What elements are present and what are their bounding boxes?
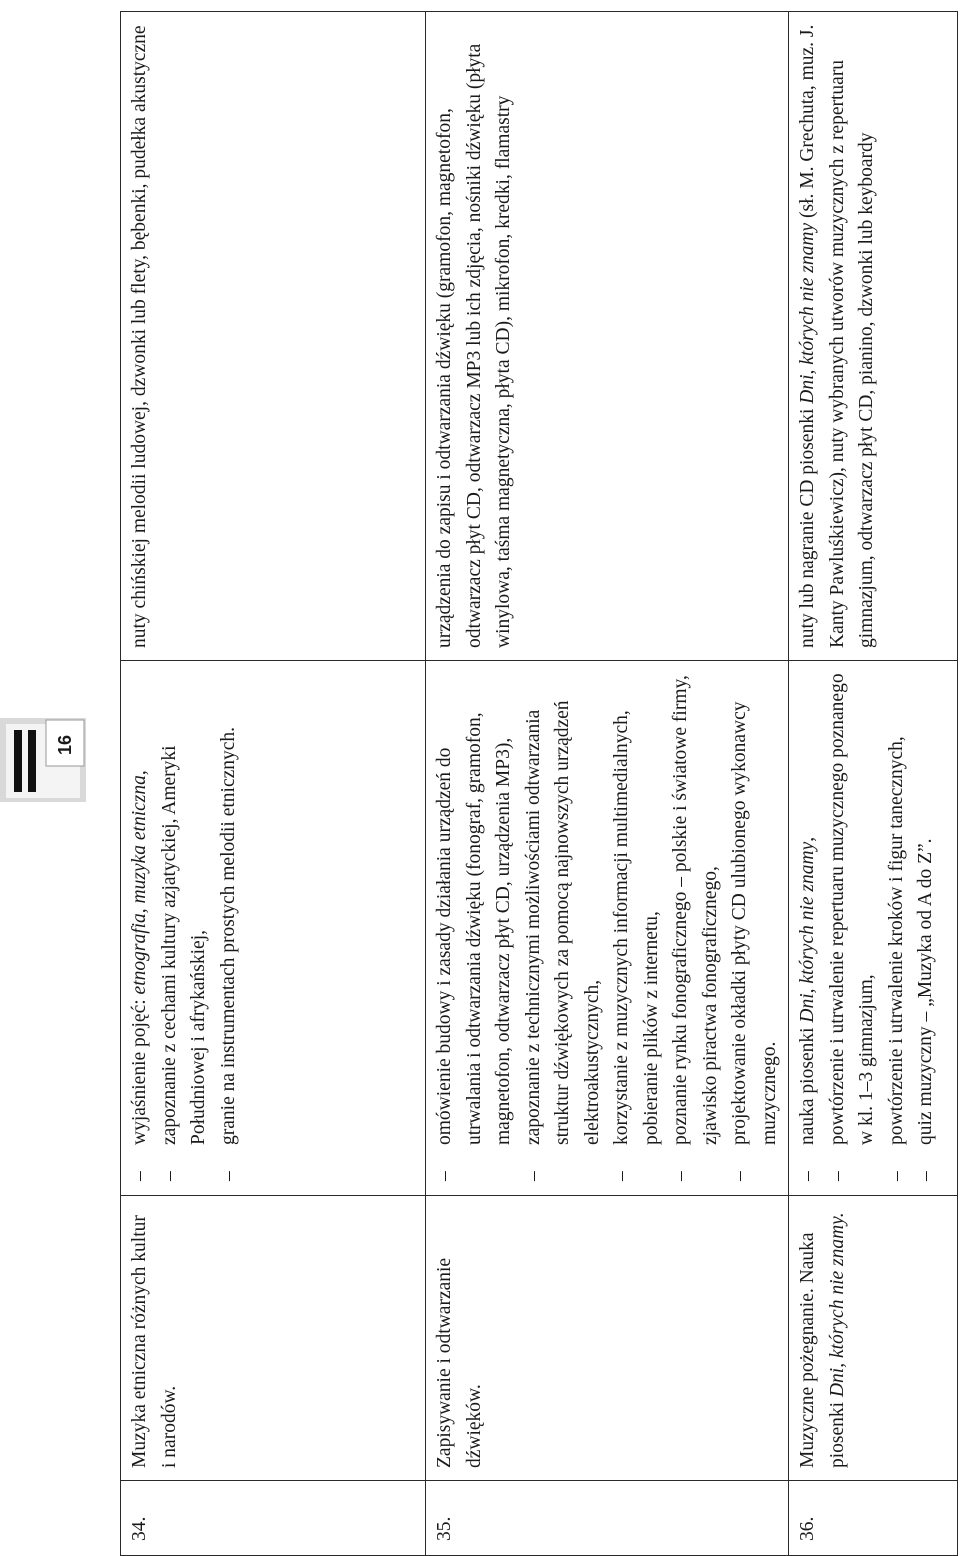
lesson-materials: [426, 12, 789, 661]
list-item: [607, 671, 666, 1183]
text-run: (sł. M. Grechuta, muz. J. Kanty Pawluśkiewicz), nuty wybranych utworów muzycznych z repertuaru gimnazjum, odtwarzacz płyt CD, pianino, dzwonki lub keyboardy: [797, 24, 877, 648]
rotated-page: [120, 11, 952, 1556]
lesson-plan-table: [120, 11, 958, 1556]
lesson-activities: [789, 661, 958, 1196]
table-row: [789, 12, 958, 1556]
text-run: urządzenia do zapisu i odtwarzania dźwięku (gramofon, magnetofon, odtwarzacz płyt CD, odtwarzacz MP3 lub ich zdjęcia, nośniki dźwięku (płyta winylowa, taśma magnetyczna, płyta CD), mikrofon, kredki, flamastry: [434, 43, 514, 648]
lesson-number: 36.: [789, 1481, 958, 1556]
text-run: powtórzenie i utrwalenie kroków i figur tanecznych,: [885, 736, 907, 1145]
italic-text: Dni, których nie znamy: [797, 841, 818, 1023]
page-number: 16: [55, 734, 75, 756]
text-run: nuty chińskiej melodii ludowej, dzwonki lub flety, bębenki, pudełka akustyczne: [129, 25, 150, 648]
italic-text: etnografia, muzyka etniczna: [129, 775, 150, 995]
italic-text: Dni, których nie znamy: [797, 222, 818, 404]
text-run: powtórzenie i utrwalenie repertuaru muzycznego poznanego w kl. 1–3 gimnazjum,: [826, 673, 877, 1145]
list-item: [882, 671, 912, 1183]
text-run: omówienie budowy i zasady działania urządzeń do utrwalania i odtwarzania dźwięku (fonograf, gramofon, magnetofon, odtwarzacz płyt CD, urządzenia MP3),: [434, 712, 514, 1145]
activities-list: [430, 671, 784, 1183]
lesson-number: 35.: [426, 1481, 789, 1556]
list-item: [911, 671, 941, 1183]
text-run: Zapisywanie i odtwarzanie dźwięków.: [434, 1257, 485, 1468]
lesson-number: 34.: [121, 1481, 426, 1556]
text-run: ,: [797, 836, 818, 842]
table-row: [121, 12, 426, 1556]
lesson-activities: [426, 661, 789, 1196]
table-body: [121, 12, 958, 1556]
list-item: [793, 671, 823, 1183]
text-run: wyjaśnienie pojęć:: [129, 994, 150, 1145]
text-run: ,: [129, 770, 150, 776]
list-item: [823, 671, 882, 1183]
text-run: zapoznanie z technicznymi możliwościami odtwarzania struktur dźwiękowych za pomocą najnowszych urządzeń elektroakustycznych,: [522, 700, 603, 1145]
lesson-topic: [121, 1196, 426, 1481]
text-run: nuty lub nagranie CD piosenki: [797, 403, 818, 648]
list-item: [519, 671, 608, 1183]
table-row: [426, 12, 789, 1556]
list-item: [155, 671, 214, 1183]
list-item: [725, 671, 784, 1183]
text-run: nauka piosenki: [797, 1022, 818, 1145]
list-item: [430, 671, 519, 1183]
page-badge: [0, 716, 86, 802]
text-run: zapoznanie z cechami kultury azjatyckiej, Ameryki Południowej i afrykańskiej,: [158, 745, 209, 1145]
text-run: projektowanie okładki płyty CD ulubionego wykonawcy muzycznego.: [729, 701, 780, 1145]
lesson-topic: [789, 1196, 958, 1481]
text-run: poznanie rynku fonograficznego – polskie i światowe firmy, zjawisko piractwa fonograficznego,: [670, 675, 721, 1145]
lesson-topic: [426, 1196, 789, 1481]
text-run: Muzyka etniczna różnych kultur i narodów.: [129, 1215, 180, 1468]
lesson-materials: [121, 12, 426, 661]
text-run: korzystanie z muzycznych informacji multimedialnych, pobieranie plików z internetu,: [611, 710, 662, 1145]
italic-text: Dni, których nie znamy.: [826, 1212, 848, 1398]
activities-list: [125, 671, 243, 1183]
lesson-activities: [121, 661, 426, 1196]
text-run: Muzyczne pożegnanie. Nauka piosenki: [797, 1232, 848, 1468]
list-item: [214, 671, 244, 1183]
list-item: [125, 671, 155, 1183]
text-run: quiz muzyczny – „Muzyka od A do Z”.: [915, 838, 936, 1145]
activities-list: [793, 671, 941, 1183]
lesson-materials: [789, 12, 958, 661]
list-item: [666, 671, 725, 1183]
text-run: granie na instrumentach prostych melodii etnicznych.: [217, 726, 239, 1145]
